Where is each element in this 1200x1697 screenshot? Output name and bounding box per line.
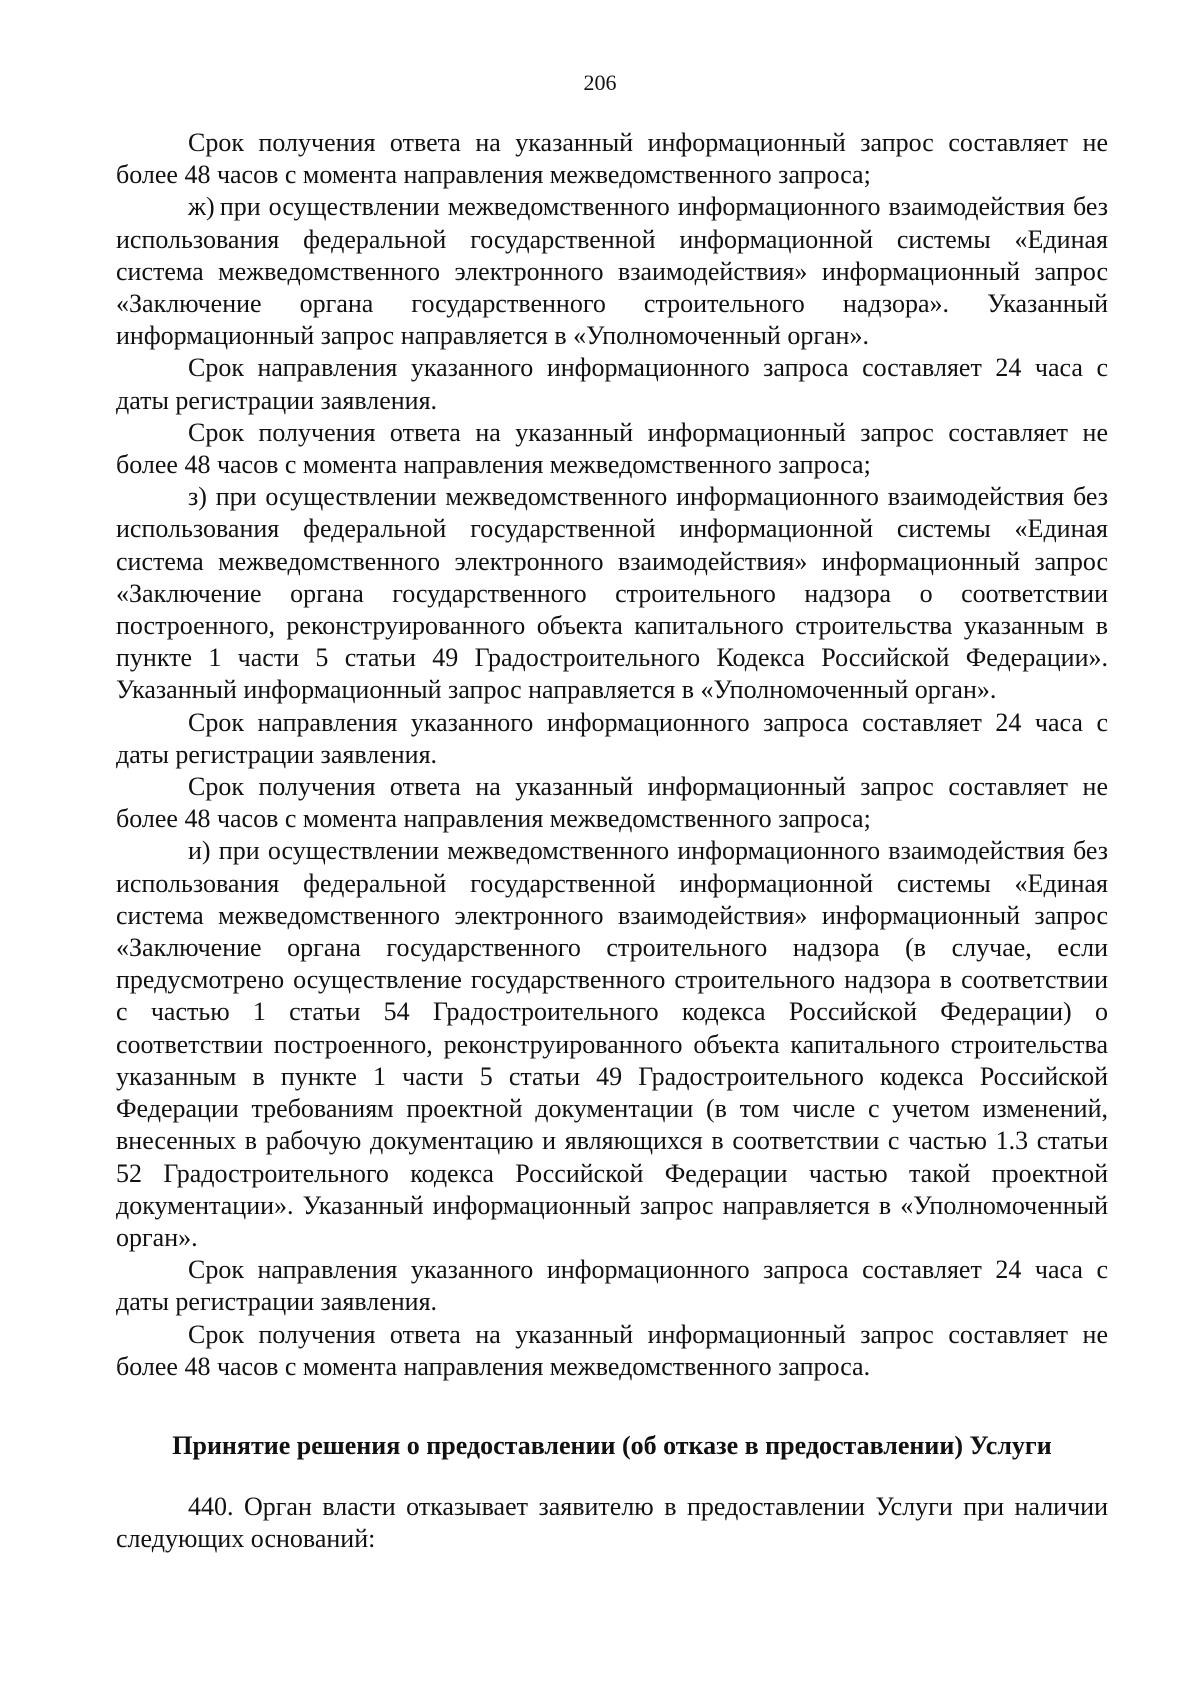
paragraph-response-deadline: Срок получения ответа на указанный информационный запрос составляет не более 48 часов с момента направления межведомственного запроса; (116, 128, 1108, 190)
paragraph-response-deadline: Срок получения ответа на указанный информационный запрос составляет не более 48 часов с момента направления межведомственного запроса. (116, 1319, 1108, 1381)
paragraph-response-deadline: Срок получения ответа на указанный информационный запрос составляет не более 48 часов с момента направления межведомственного запроса; (116, 417, 1108, 480)
page-number: 206 (583, 70, 617, 95)
paragraph-response-deadline: Срок получения ответа на указанный информационный запрос составляет не более 48 часов с момента направления межведомственного запроса; (116, 772, 1108, 834)
body-text (116, 127, 1108, 1383)
paragraph-item-z: з) при осуществлении межведомственного информационного взаимодействия без использования федеральной государственной информационной системы «Единая система межведомственного электронного взаимодействия» информационный запрос «Заключение органа государственного строительного надзора о соответствии построенного, реконструированного объекта капитального строительства указанным в пункте 1 части 5 статьи 49 Градостроительного Кодекса Российской Федерации». Указанный информационный запрос направляется в «Уполномоченный орган». (116, 482, 1108, 705)
paragraph-point-440: 440. Орган власти отказывает заявителю в предоставлении Услуги при наличии следующих оснований: (116, 1492, 1108, 1554)
paragraph-send-deadline: Срок направления указанного информационного запроса составляет 24 часа с даты регистрации заявления. (116, 1255, 1108, 1317)
paragraph-item-i: и) при осуществлении межведомственного информационного взаимодействия без использования федеральной государственной информационной системы «Единая система межведомственного электронного взаимодействия» информационный запрос «Заключение органа государственного строительного надзора (в случае, если предусмотрено осуществление государственного строительного надзора в соответствии с частью 1 статьи 54 Градостроительного кодекса Российской Федерации) о соответствии построенного, реконструированного объекта капитального строительства указанным в пункте 1 части 5 статьи 49 Градостроительного кодекса Российской Федерации требованиям проектной документации (в том числе с учетом изменений, внесенных в рабочую документацию и являющихся в соответствии с частью 1.3 статьи 52 Градостроительного кодекса Российской Федерации частью такой проектной документации». Указанный информационный запрос направляется в «Уполномоченный орган». (116, 836, 1108, 1252)
paragraph-send-deadline: Срок направления указанного информационного запроса составляет 24 часа с даты регистрации заявления. (116, 707, 1108, 769)
paragraph-item-zh: ж) при осуществлении межведомственного информационного взаимодействия без использования федеральной государственной информационной системы «Единая система межведомственного электронного взаимодействия» информационный запрос «Заключение органа государственного строительного надзора». Указанный информационный запрос направляется в «Уполномоченный орган». (116, 192, 1108, 351)
section-heading: Принятие решения о предоставлении (об отказе в предоставлении) Услуги (172, 1431, 1052, 1460)
paragraph-send-deadline: Срок направления указанного информационного запроса составляет 24 часа с даты регистрации заявления. (116, 353, 1108, 415)
point-440-block (116, 1491, 1108, 1555)
